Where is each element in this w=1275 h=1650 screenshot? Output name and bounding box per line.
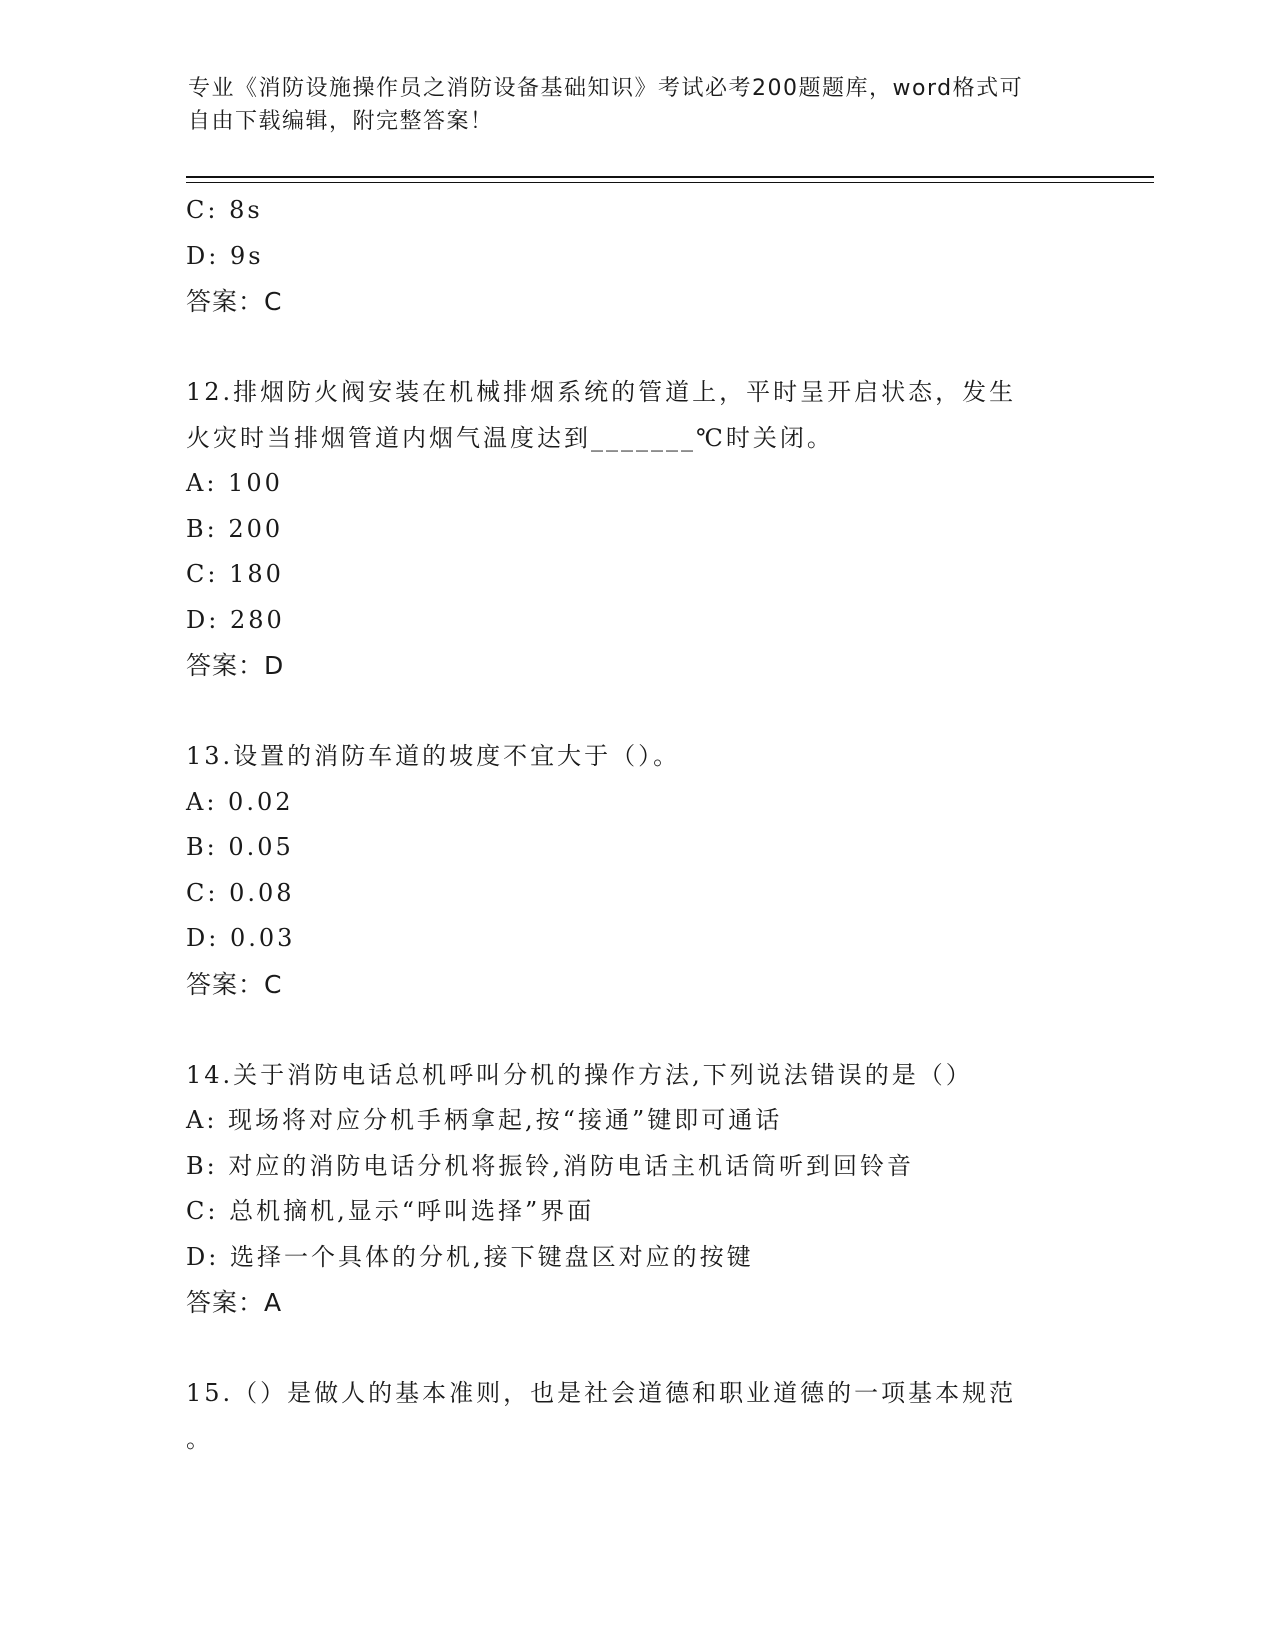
answer-label: 答案：A: [186, 1288, 283, 1317]
spacer: [186, 1326, 1086, 1372]
question-block-15: [186, 1371, 1086, 1462]
option-c: C: 0.08: [186, 878, 295, 907]
question-text-line-1: 12.排烟防火阀安装在机械排烟系统的管道上，平时呈开启状态，发生: [186, 378, 1017, 406]
answer-label: 答案：C: [186, 969, 283, 999]
answer-label: 答案：D: [186, 651, 285, 680]
option-b: B: 0.05: [186, 833, 294, 861]
option-b: B: 200: [186, 514, 284, 543]
question-text-line-1: 15.（）是做人的基本准则，也是社会道德和职业道德的一项基本规范: [186, 1379, 1017, 1407]
header-title-line-2: 自由下载编辑，附完整答案！: [188, 109, 494, 134]
header-title-line-1: 专业《消防设施操作员之消防设备基础知识》考试必考200题题库，word格式可: [188, 76, 1024, 101]
question-text-line-2: 。: [186, 1424, 213, 1453]
spacer: [186, 689, 1086, 735]
question-text-line-1: 13.设置的消防车道的坡度不宜大于（）。: [186, 742, 681, 770]
answer-label: 答案：C: [186, 287, 283, 316]
option-d: D: 9s: [186, 241, 264, 270]
question-block-11: [186, 188, 1086, 325]
question-block-12: [186, 370, 1086, 689]
option-a: A: 0.02: [186, 787, 294, 816]
option-a: A: 现场将对应分机手柄拿起,按“接通”键即可通话: [186, 1106, 783, 1134]
option-c: C: 总机摘机,显示“呼叫选择”界面: [186, 1197, 595, 1225]
option-b: B: 对应的消防电话分机将振铃,消防电话主机话筒听到回铃音: [186, 1151, 914, 1180]
question-block-13: [186, 734, 1086, 1007]
spacer: [186, 325, 1086, 371]
question-list: [186, 188, 1086, 1462]
header-divider: [186, 176, 1154, 183]
option-c: C: 180: [186, 560, 284, 588]
page-header: [188, 72, 1088, 138]
question-text-line-1: 14.关于消防电话总机呼叫分机的操作方法,下列说法错误的是（）: [186, 1060, 973, 1089]
option-a: A: 100: [186, 469, 283, 497]
option-d: D: 0.03: [186, 924, 296, 952]
option-d: D: 选择一个具体的分机,接下键盘区对应的按键: [186, 1242, 754, 1271]
question-block-14: [186, 1053, 1086, 1326]
option-c: C: 8s: [186, 196, 263, 224]
option-d: D: 280: [186, 605, 285, 634]
spacer: [186, 1007, 1086, 1053]
question-text-line-2: 火灾时当排烟管道内烟气温度达到_______℃时关闭。: [186, 423, 834, 452]
